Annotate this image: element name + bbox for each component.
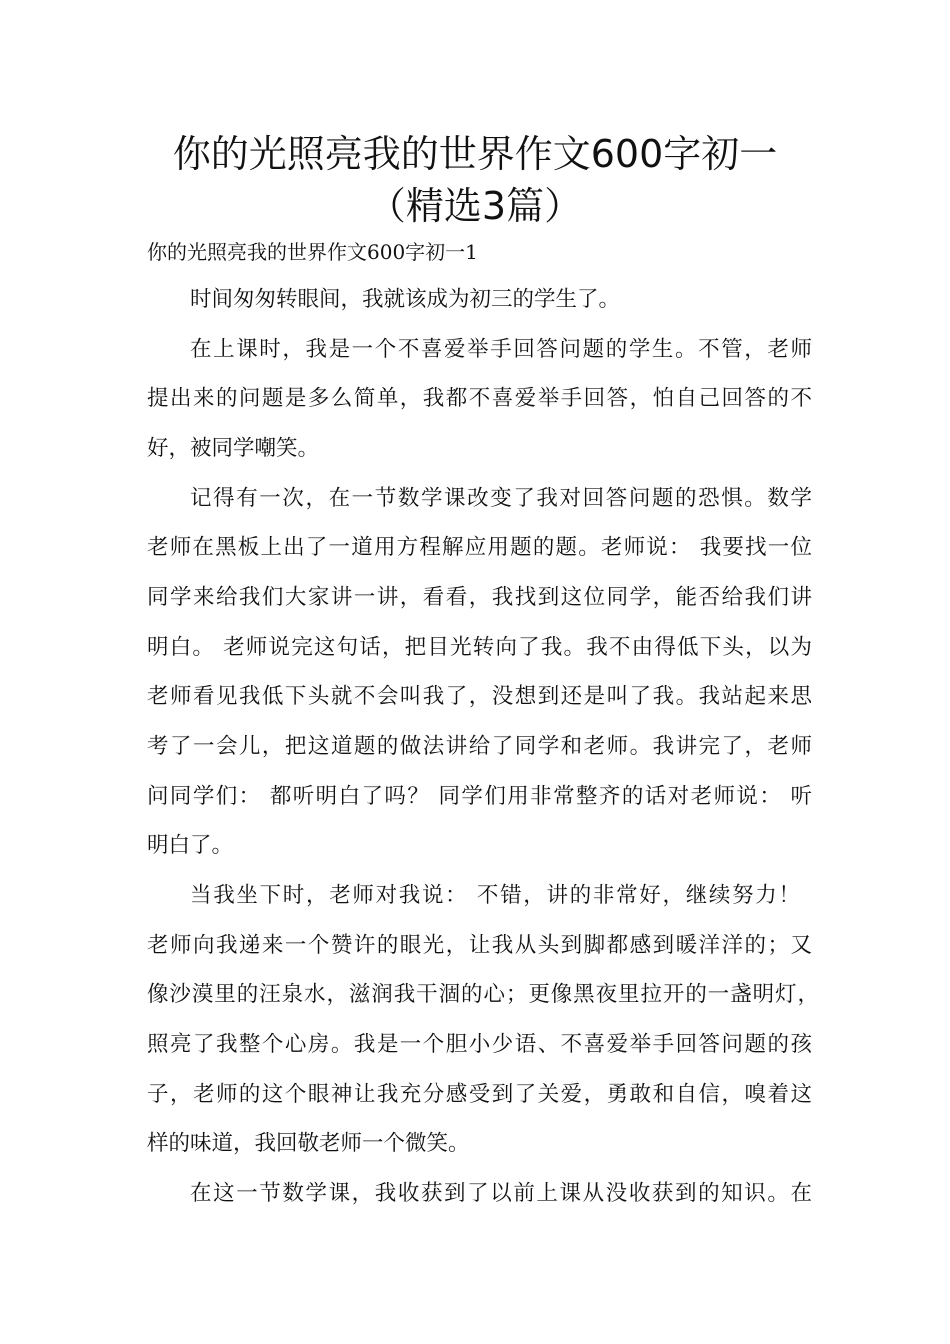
text-line: 在这一节数学课，我收获到了以前上课从没收获到的知识。在 bbox=[190, 1181, 812, 1206]
text-line: 老师看见我低下头就不会叫我了，没想到还是叫了我。我站起来思 bbox=[147, 684, 812, 709]
text-line: 同学来给我们大家讲一讲，看看，我找到这位同学，能否给我们讲 bbox=[147, 585, 812, 610]
text-line: 像沙漠里的汪泉水，滋润我干涸的心；更像黑夜里拉开的一盏明灯， bbox=[147, 982, 819, 1007]
text-line: 明白了。 bbox=[147, 833, 234, 858]
text-line: 子，老师的这个眼神让我充分感受到了关爱，勇敢和自信，嗅着这 bbox=[147, 1082, 812, 1107]
text-line: 问同学们： 都听明白了吗？ 同学们用非常整齐的话对老师说： 听 bbox=[147, 784, 812, 809]
text-line: 好，被同学嘲笑。 bbox=[147, 436, 320, 461]
text-line: 老师向我递来一个赞许的眼光，让我从头到脚都感到暖洋洋的；又 bbox=[147, 933, 812, 958]
text-line: 样的味道，我回敬老师一个微笑。 bbox=[147, 1131, 470, 1156]
text-line: 提出来的问题是多么简单，我都不喜爱举手回答，怕自己回答的不 bbox=[147, 386, 812, 411]
text-line: 照亮了我整个心房。我是一个胆小少语、不喜爱举手回答问题的孩 bbox=[147, 1032, 812, 1057]
text-line: 在上课时，我是一个不喜爱举手回答问题的学生。不管，老师 bbox=[190, 337, 812, 362]
text-line: 明白。 老师说完这句话，把目光转向了我。我不由得低下头，以为 bbox=[147, 635, 812, 660]
document-title-line-2: （精选3篇） bbox=[367, 184, 583, 228]
document-title-line-1: 你的光照亮我的世界作文600字初一 bbox=[172, 132, 778, 176]
text-line: 当我坐下时，老师对我说： 不错，讲的非常好，继续努力！ bbox=[190, 883, 800, 908]
essay-heading: 你的光照亮我的世界作文600字初一1 bbox=[147, 240, 478, 264]
text-line: 考了一会儿，把这道题的做法讲给了同学和老师。我讲完了，老师 bbox=[147, 734, 812, 759]
text-line: 老师在黑板上出了一道用方程解应用题的题。老师说： 我要找一位 bbox=[147, 535, 812, 560]
text-line: 时间匆匆转眼间，我就该成为初三的学生了。 bbox=[190, 287, 621, 312]
text-line: 记得有一次，在一节数学课改变了我对回答问题的恐惧。数学 bbox=[190, 486, 812, 511]
